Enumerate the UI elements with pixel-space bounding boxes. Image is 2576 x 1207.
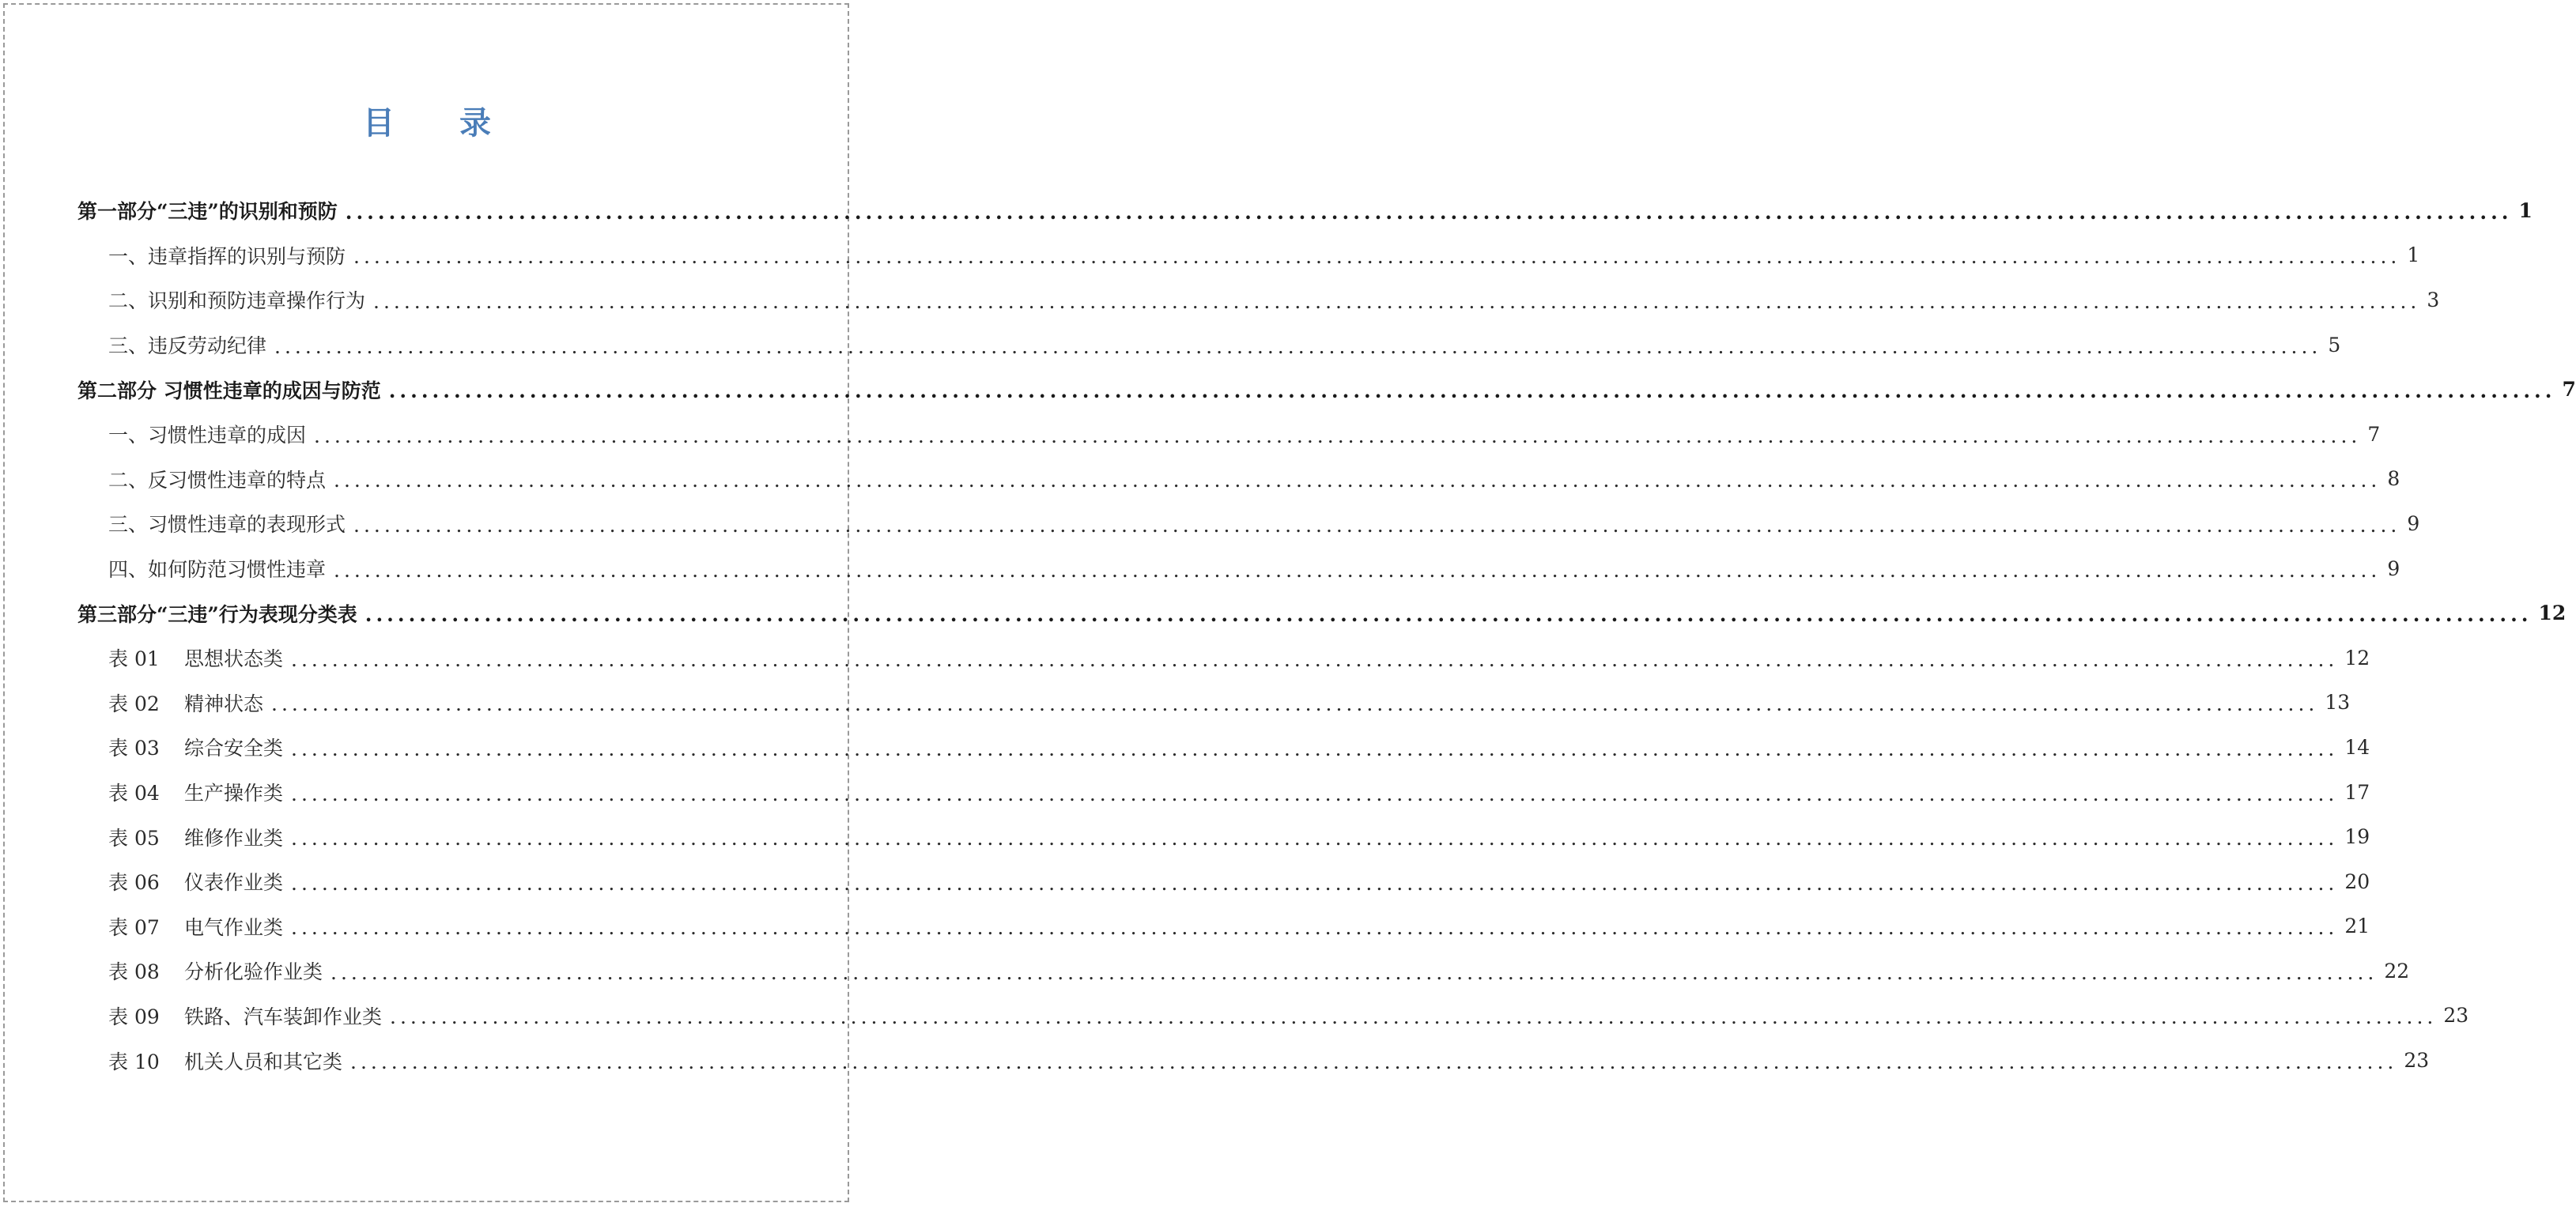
toc-page-number: 20 <box>2344 869 2370 893</box>
toc-table-code: 表 01 <box>108 647 160 671</box>
toc-page-number: 5 <box>2328 333 2341 356</box>
toc-entry-text: 维修作业类 <box>184 826 284 850</box>
toc-table-code: 表 10 <box>108 1050 160 1073</box>
toc-page-number: 8 <box>2387 467 2400 491</box>
toc-dot-leader: ........................................................................................................................................................................................................ <box>353 513 2401 537</box>
toc-page-number: 3 <box>2427 288 2440 311</box>
toc-dot-leader: ........................................................................................................................................................................................................ <box>291 916 2339 940</box>
toc-dot-leader: ........................................................................................................................................................................................................ <box>291 737 2339 760</box>
toc-subsection-entry[interactable] <box>0 546 2400 591</box>
toc-section-entry[interactable] <box>0 188 2533 233</box>
toc-dot-leader: ........................................................................................................................................................................................................ <box>345 200 2513 224</box>
toc-page-number: 23 <box>2404 1049 2430 1073</box>
toc-table-code: 表 06 <box>108 871 160 895</box>
toc-entry-label: 一、习惯性违章的成因 <box>108 424 307 447</box>
toc-entry-label <box>108 688 263 717</box>
toc-subsection-entry[interactable] <box>0 770 2370 815</box>
toc-page-number: 7 <box>2367 422 2381 446</box>
toc-subsection-entry[interactable] <box>0 457 2400 502</box>
toc-entry-label: 二、反习惯性违章的特点 <box>108 468 327 492</box>
toc-subsection-entry[interactable] <box>0 322 2341 368</box>
toc-section-entry[interactable] <box>0 590 2567 636</box>
toc-entry-label <box>108 1001 382 1030</box>
toc-entry-text: 生产操作类 <box>184 782 284 805</box>
toc-page-number: 21 <box>2344 915 2370 938</box>
toc-page-number: 1 <box>2407 243 2420 267</box>
toc-list <box>0 188 2576 1083</box>
toc-subsection-entry[interactable] <box>0 636 2370 681</box>
toc-page-number: 22 <box>2384 959 2410 983</box>
toc-entry-label <box>108 733 283 761</box>
toc-table-code: 表 04 <box>108 782 160 805</box>
toc-table-code: 表 05 <box>108 826 160 850</box>
toc-page-number: 17 <box>2344 780 2370 804</box>
toc-page-number: 19 <box>2344 825 2370 849</box>
toc-entry-text: 综合安全类 <box>184 737 284 760</box>
toc-entry-text: 分析化验作业类 <box>184 960 323 984</box>
toc-table-code: 表 09 <box>108 1005 160 1028</box>
toc-entry-label: 二、识别和预防违章操作行为 <box>108 289 366 313</box>
toc-subsection-entry[interactable] <box>0 277 2440 322</box>
toc-page-number: 1 <box>2518 198 2533 222</box>
toc-subsection-entry[interactable] <box>0 949 2410 994</box>
toc-table-code: 表 08 <box>108 960 160 984</box>
toc-dot-leader: ........................................................................................................................................................................................................ <box>334 469 2381 492</box>
toc-entry-text: 机关人员和其它类 <box>184 1050 343 1073</box>
toc-dot-leader: ........................................................................................................................................................................................................ <box>314 424 2362 447</box>
toc-entry-text: 仪表作业类 <box>184 871 284 895</box>
toc-dot-leader: ........................................................................................................................................................................................................ <box>364 603 2533 627</box>
toc-subsection-entry[interactable] <box>0 681 2351 726</box>
toc-dot-leader: ........................................................................................................................................................................................................ <box>334 558 2381 582</box>
toc-dot-leader: ........................................................................................................................................................................................................ <box>390 1005 2438 1029</box>
toc-page-number: 9 <box>2387 556 2400 580</box>
toc-entry-label: 一、违章指挥的识别与预防 <box>108 244 346 268</box>
toc-subsection-entry[interactable] <box>0 1038 2430 1083</box>
toc-entry-label: 三、习惯性违章的表现形式 <box>108 513 346 537</box>
toc-entry-text: 思想状态类 <box>184 647 284 671</box>
toc-dot-leader: ........................................................................................................................................................................................................ <box>274 334 2322 358</box>
toc-entry-label <box>108 956 323 985</box>
toc-subsection-entry[interactable] <box>0 814 2370 859</box>
toc-entry-label <box>108 643 283 672</box>
toc-page-number: 12 <box>2538 602 2567 625</box>
toc-table-code: 表 07 <box>108 915 160 939</box>
toc-entry-text: 电气作业类 <box>184 915 284 939</box>
toc-subsection-entry[interactable] <box>0 233 2420 278</box>
toc-entry-label <box>108 778 283 806</box>
toc-dot-leader: ........................................................................................................................................................................................................ <box>330 960 2378 984</box>
toc-page-number: 9 <box>2407 511 2420 535</box>
toc-entry-label: 第二部分 习惯性违章的成因与防范 <box>77 379 381 402</box>
toc-dot-leader: ........................................................................................................................................................................................................ <box>271 692 2319 716</box>
toc-dot-leader: ........................................................................................................................................................................................................ <box>291 827 2339 851</box>
toc-subsection-entry[interactable] <box>0 501 2420 546</box>
toc-page-number: 23 <box>2443 1004 2469 1028</box>
toc-page-number: 14 <box>2344 735 2370 759</box>
toc-page-number: 7 <box>2562 378 2576 402</box>
toc-table-code: 表 03 <box>108 737 160 760</box>
toc-subsection-entry[interactable] <box>0 725 2370 770</box>
toc-entry-label <box>108 823 283 851</box>
toc-entry-text: 精神状态 <box>184 692 264 715</box>
toc-entry-label: 四、如何防范习惯性违章 <box>108 558 327 582</box>
toc-entry-label: 第一部分“三违”的识别和预防 <box>77 200 338 224</box>
toc-entry-text: 铁路、汽车装卸作业类 <box>184 1005 383 1028</box>
toc-entry-label <box>108 867 283 896</box>
toc-dot-leader: ........................................................................................................................................................................................................ <box>291 782 2339 805</box>
toc-dot-leader: ........................................................................................................................................................................................................ <box>350 1050 2398 1074</box>
toc-subsection-entry[interactable] <box>0 412 2381 457</box>
toc-dot-leader: ........................................................................................................................................................................................................ <box>291 871 2339 895</box>
toc-dot-leader: ........................................................................................................................................................................................................ <box>388 379 2556 403</box>
toc-dot-leader: ........................................................................................................................................................................................................ <box>373 289 2421 313</box>
toc-dot-leader: ........................................................................................................................................................................................................ <box>291 647 2339 671</box>
toc-entry-label: 三、违反劳动纪律 <box>108 334 267 358</box>
toc-page-number: 13 <box>2325 691 2351 715</box>
page-title: 目 录 <box>363 104 518 141</box>
toc-subsection-entry[interactable] <box>0 859 2370 904</box>
toc-subsection-entry[interactable] <box>0 994 2469 1039</box>
toc-entry-label <box>108 1047 342 1075</box>
toc-dot-leader: ........................................................................................................................................................................................................ <box>353 245 2401 269</box>
toc-entry-label <box>108 912 283 941</box>
toc-entry-label: 第三部分“三违”行为表现分类表 <box>77 602 357 626</box>
toc-page-number: 12 <box>2344 646 2370 670</box>
toc-table-code: 表 02 <box>108 692 160 715</box>
toc-subsection-entry[interactable] <box>0 904 2370 949</box>
toc-section-entry[interactable] <box>0 367 2576 412</box>
